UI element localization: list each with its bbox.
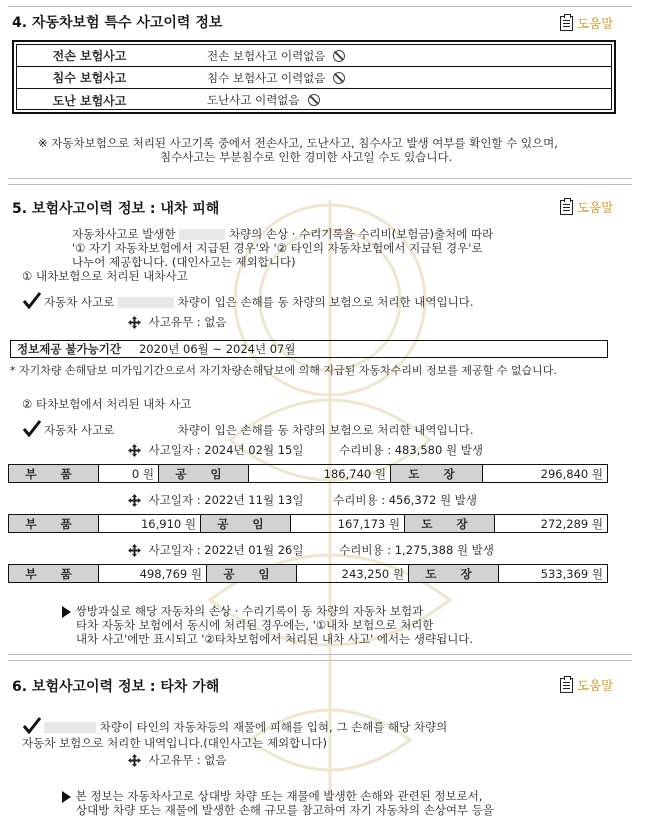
paint-value: 272,289 원	[540, 516, 603, 531]
other-desc-b: 차량이 입은 손해를 동 차량의 보험으로 처리한 내역입니다.	[177, 423, 474, 437]
parts-label: 부 품	[9, 565, 99, 582]
own-desc-b: 차량이 입은 손해를 동 차량의 보험으로 처리한 내역입니다.	[177, 295, 474, 309]
help-document-icon	[560, 200, 573, 215]
table-row	[17, 89, 611, 111]
none-icon	[333, 50, 345, 62]
table-row	[17, 45, 611, 67]
accident-date: 사고일자 : 2022년 01월 26일	[148, 543, 304, 557]
repair-cost: 수리비용 : 1,275,388 원 발생	[339, 543, 494, 557]
repair-cost: 수리비용 : 483,580 원 발생	[339, 443, 483, 457]
parts-value: 0 원	[99, 465, 159, 482]
arrows-icon	[128, 316, 141, 329]
section6-footnote-line1: 본 정보는 자동차사고로 상대방 차량 또는 재물에 발생한 손해와 관련된 정보로서,	[75, 789, 483, 803]
row-label: 전손 보험사고	[52, 49, 127, 63]
masked-vehicle-number	[44, 722, 96, 733]
arrows-icon	[128, 444, 141, 457]
help-label: 도움말	[577, 16, 614, 31]
help-document-icon	[560, 16, 573, 31]
help-document-icon	[560, 678, 573, 693]
other-desc-a: 자동차 사고로	[44, 423, 115, 437]
section6-title: 6. 보험사고이력 정보 : 타차 가해	[12, 679, 220, 695]
section6-footnote-line2: 상대방 차량 또는 재물에 발생한 손해 규모를 참고하여 자기 자동차의 손상여부 등을	[76, 803, 494, 817]
check-icon	[22, 419, 42, 437]
section5-footnote-line3: 내차 사고'에만 표시되고 '②타차보험에서 처리된 내차 사고' 에서는 생략됩니다.	[76, 632, 474, 646]
top-divider	[8, 6, 632, 7]
section-divider	[8, 654, 632, 655]
accident-date: 사고일자 : 2022년 11월 13일	[148, 493, 304, 507]
arrows-icon	[128, 494, 141, 507]
section4-note-line2: 침수사고는 부분침수로 인한 경미한 사고일 수도 있습니다.	[160, 150, 453, 164]
row-label: 침수 보험사고	[52, 71, 127, 85]
section5-footnote-line1: 쌍방과실로 해당 자동차의 손상 · 수리기록이 동 차량의 자동차 보험과	[75, 604, 424, 618]
unavailable-note: * 자기차량 손해담보 미가입기간으로서 자기차량손해담보에 의해 지급된 자동차수리비 정보를 제공할 수 없습니다.	[10, 364, 557, 377]
parts-value: 498,769 원	[99, 565, 207, 582]
labor-value: 186,740 원	[249, 465, 391, 482]
own-desc-a: 자동차 사고로	[44, 295, 115, 309]
section6-desc-line2: 자동차 보험으로 처리한 내역입니다.(대인사고는 제외합니다)	[22, 736, 327, 750]
bullet-arrow-icon	[62, 606, 71, 618]
section5-title: 5. 보험사고이력 정보 : 내차 피해	[12, 201, 220, 217]
none-icon	[308, 94, 320, 106]
paint-label: 도 장	[409, 565, 499, 582]
unavailable-label: 정보제공 불가능기간	[17, 342, 121, 356]
table-row	[17, 67, 611, 89]
parts-label: 부 품	[9, 515, 99, 532]
row-value: 침수 보험사고 이력없음	[207, 70, 326, 85]
section4-help-button[interactable]	[560, 14, 613, 32]
paint-value: 296,840 원	[540, 466, 603, 481]
section-divider	[8, 178, 632, 179]
row-value: 전손 보험사고 이력없음	[207, 48, 326, 63]
section6-help-button[interactable]	[560, 676, 613, 694]
section-divider	[8, 184, 632, 185]
parts-value: 16,910 원	[99, 515, 201, 532]
check-icon	[22, 291, 42, 309]
other-insurance-heading: ② 타차보험에서 처리된 내차 사고	[22, 397, 192, 411]
own-accident-status: 사고유무 : 없음	[148, 315, 227, 329]
paint-value: 533,369 원	[540, 566, 603, 581]
section-divider	[8, 660, 632, 661]
paint-label: 도 장	[391, 465, 483, 482]
labor-value: 167,173 원	[291, 515, 405, 532]
row-value: 도난사고 이력없음	[207, 93, 300, 107]
cost-breakdown-row	[8, 564, 608, 583]
unavailable-period: 2020년 06월 ~ 2024년 07월	[138, 342, 296, 356]
arrows-icon	[128, 544, 141, 557]
section4-title: 4. 자동차보험 특수 사고이력 정보	[12, 15, 223, 31]
own-insurance-heading: ① 내차보험으로 처리된 내차사고	[22, 269, 188, 283]
help-label: 도움말	[577, 200, 614, 215]
masked-vehicle-number	[179, 229, 225, 240]
masked-vehicle-number	[118, 297, 174, 308]
special-history-table	[12, 40, 616, 114]
labor-value: 243,250 원	[297, 565, 409, 582]
arrows-icon	[128, 754, 141, 767]
section5-footnote-line2: 타차 자동차 보험에서 동시에 처리된 경우에는, '①내차 보험으로 처리한	[76, 618, 434, 632]
cost-breakdown-row	[8, 514, 608, 533]
section6-desc-line1: 차량이 타인의 자동차등의 재물에 피해를 입혀, 그 손해를 해당 차량의	[99, 720, 448, 734]
accident-date: 사고일자 : 2024년 02월 15일	[148, 443, 304, 457]
row-label: 도난 보험사고	[52, 93, 127, 108]
section5-help-button[interactable]	[560, 198, 613, 216]
unavailable-period-box	[10, 340, 608, 358]
help-label: 도움말	[577, 678, 614, 693]
none-icon	[333, 72, 345, 84]
labor-label: 공 임	[201, 515, 291, 532]
bullet-arrow-icon	[62, 791, 71, 803]
parts-label: 부 품	[9, 465, 99, 482]
section5-intro-line3: 나누어 제공합니다. (대인사고는 제외합니다)	[72, 255, 296, 269]
section4-note-line1: ※ 자동차보험으로 처리된 사고기록 중에서 전손사고, 도난사고, 침수사고 발생 여부를 확인할 수 있으며,	[38, 136, 558, 150]
paint-label: 도 장	[405, 515, 495, 532]
labor-label: 공 임	[159, 465, 249, 482]
section5-intro-b: 차량의 손상 · 수리기록을 수리비(보험금)출처에 따라	[228, 227, 494, 241]
section5-intro-line2: '① 자기 자동차보험에서 지급된 경우'와 '② 타인의 자동차보험에서 지급된 경우'로	[72, 241, 483, 255]
labor-label: 공 임	[207, 565, 297, 582]
repair-cost: 수리비용 : 456,372 원 발생	[333, 493, 477, 507]
check-icon	[22, 716, 42, 734]
cost-breakdown-row	[8, 464, 608, 483]
section5-intro-a: 자동차사고로 발생한	[72, 227, 176, 241]
section6-accident-status: 사고유무 : 없음	[148, 753, 227, 767]
